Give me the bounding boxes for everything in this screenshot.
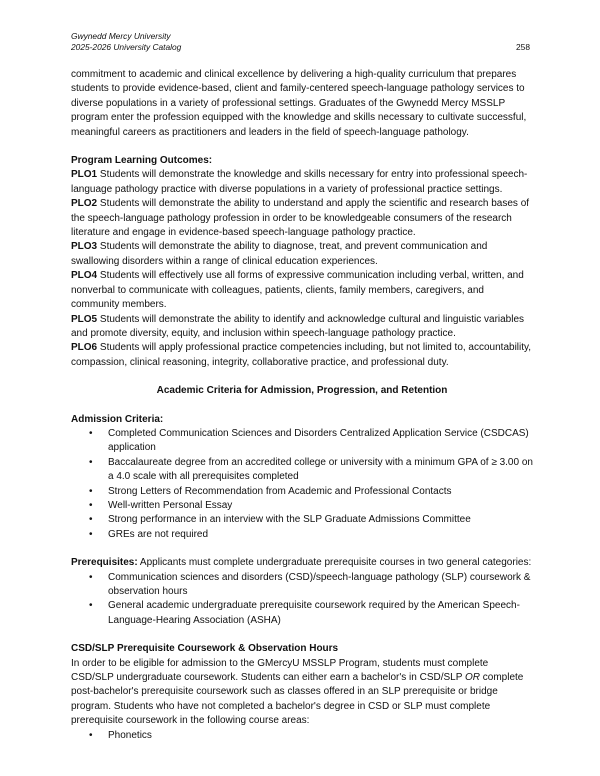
plo-item [71,269,533,312]
list-item: • Strong Letters of Recommendation from Academic and Professional Contacts [71,485,533,499]
plo-label: PLO4 [71,270,98,282]
plo-list [71,168,533,370]
plo-item [71,313,533,342]
list-item: • Communication sciences and disorders (CSD)/speech-language pathology (SLP) coursework & observation hours [71,571,533,600]
plo-label: PLO1 [71,169,98,181]
plo-label: PLO5 [71,313,98,325]
plo-label: PLO3 [71,241,98,253]
csd-text-after: complete post-bachelor's prerequisite coursework such as classes offered in an SLP prerequisite or bridge program. Students who have not completed a bachelor's degree in CSD or SLP must complete prerequisite coursework in the following course areas: [71,672,524,727]
plo-text: Students will demonstrate the ability to diagnose, treat, and prevent communication and swallowing disorders within a range of clinical education experiences. [71,241,488,267]
list-item: • General academic undergraduate prerequisite coursework required by the American Speech-Language-Hearing Association (ASHA) [71,599,533,628]
catalog-year: 2025-2026 University Catalog [71,42,182,52]
list-item: • Baccalaureate degree from an accredited college or university with a minimum GPA of ≥ 3.00 on a 4.0 scale with all prerequisites completed [71,456,533,485]
csd-text-italic: OR [464,672,480,684]
page-content [71,68,533,743]
plo-heading: Program Learning Outcomes: [71,155,213,167]
prerequisites-list [71,571,533,629]
plo-item [71,240,533,269]
list-item: • Phonetics [71,729,533,743]
plo-text: Students will effectively use all forms of expressive communication including verbal, written, and nonverbal to communicate with colleagues, patients, clients, family members, caregivers, and community members. [71,270,524,311]
intro-paragraph: commitment to academic and clinical excellence by delivering a high-quality curriculum that prepares students to provide evidence-based, client and family-centered speech-language pathology services to diverse populations in a variety of professional settings. Graduates of the Gwynedd Mercy MSSLP program enter the profession equipped with the knowledge and skills necessary to cultivate successful, meaningful careers as practitioners and leaders in the field of speech-language pathology. [71,69,527,138]
admission-list [71,427,533,542]
csd-paragraph [71,657,533,729]
list-item: • Well-written Personal Essay [71,499,533,513]
admission-heading: Admission Criteria: [71,413,164,425]
plo-label: PLO2 [71,198,98,210]
plo-item [71,197,533,240]
plo-item [71,168,533,197]
plo-label: PLO6 [71,342,98,354]
prerequisites-intro [71,556,533,570]
section-title: Academic Criteria for Admission, Progression, and Retention [156,385,448,397]
prerequisites-text: Applicants must complete undergraduate prerequisite courses in two general categories: [137,557,532,569]
plo-text: Students will demonstrate the ability to understand and apply the scientific and research bases of the speech-language pathology profession in order to be knowledgeable consumers of the research literature and engage in evidence-based speech-language pathology practice. [71,198,530,239]
university-name: Gwynedd Mercy University [71,31,171,41]
list-item: • GREs are not required [71,528,533,542]
list-item: • Strong performance in an interview with the SLP Graduate Admissions Committee [71,513,533,527]
plo-text: Students will apply professional practice competencies including, but not limited to, accountability, compassion, clinical reasoning, integrity, collaborative practice, and professional duty. [71,342,532,368]
csd-heading: CSD/SLP Prerequisite Coursework & Observation Hours [71,643,339,655]
csd-list [71,729,533,743]
plo-text: Students will demonstrate the knowledge and skills necessary for entry into professional speech-language pathology practice with diverse populations in a variety of professional practice settings. [71,169,528,195]
page-header [71,31,530,53]
page-number: 258 [516,42,530,52]
plo-text: Students will demonstrate the ability to identify and acknowledge cultural and linguistic variables and promote diversity, equity, and inclusion within speech-language pathology practice. [71,313,525,339]
list-item: • Completed Communication Sciences and Disorders Centralized Application Service (CSDCAS) application [71,427,533,456]
prerequisites-label: Prerequisites: [71,557,138,569]
plo-item [71,341,533,370]
csd-text-before: In order to be eligible for admission to the GMercyU MSSLP Program, students must complete CSD/SLP undergraduate coursework. Students can either earn a bachelor's in CSD/SLP [71,657,489,684]
